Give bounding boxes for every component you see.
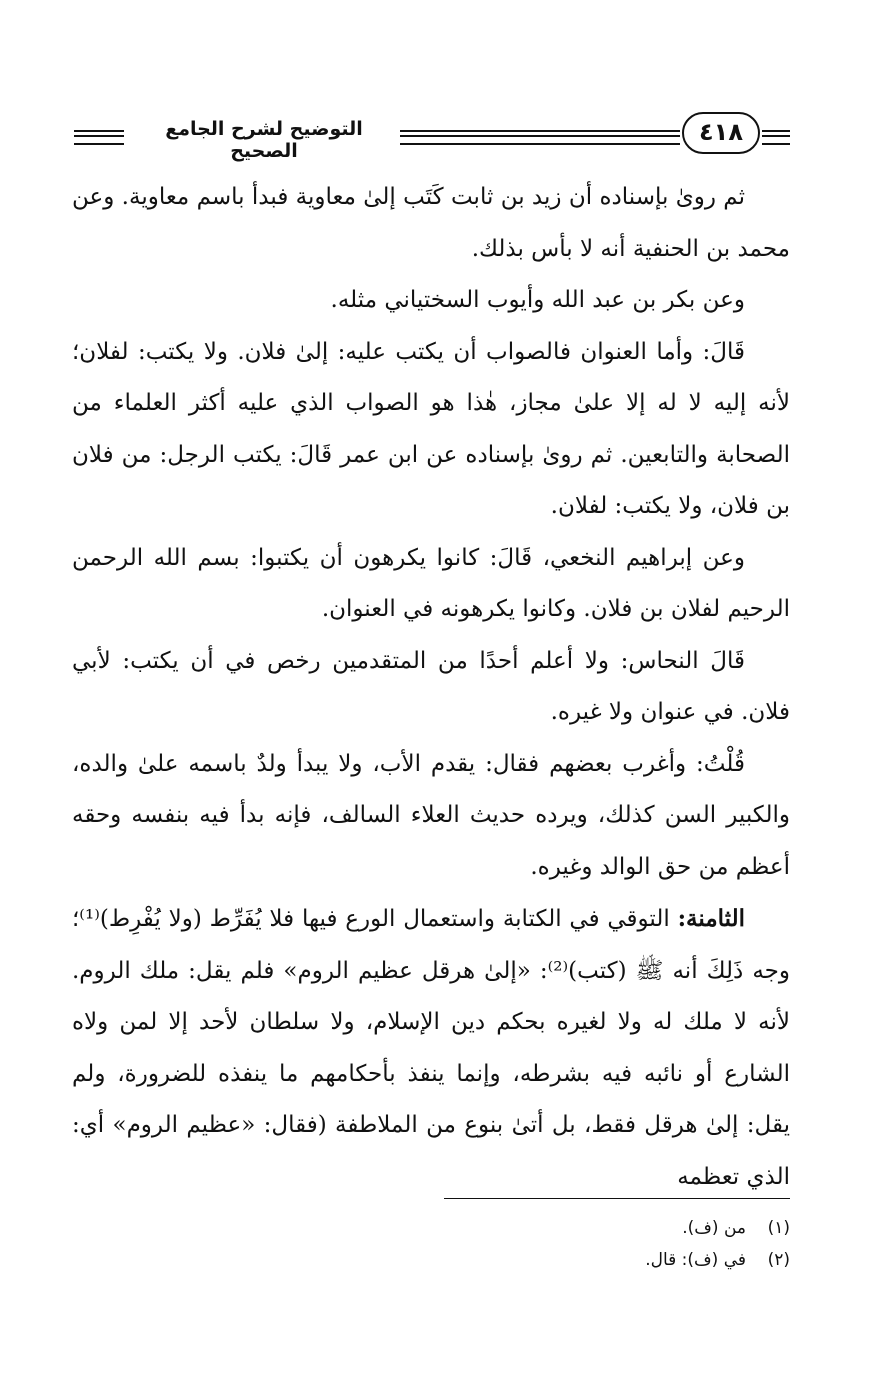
- footnote-text: من (ف).: [682, 1218, 746, 1238]
- page-number: ٤١٨: [682, 112, 760, 154]
- paragraph-text: وعن بكر بن عبد الله وأيوب السختياني مثله.: [330, 287, 745, 313]
- paragraph: [72, 739, 790, 894]
- main-text: [72, 172, 790, 1203]
- paragraph-text: قَالَ النحاس: ولا أعلم أحدًا من المتقدمين رخص في أن يكتب: لأبي فلان. في عنوان ولا غيره.: [72, 647, 790, 725]
- paragraph: [72, 533, 790, 636]
- section-heading: الثامنة:: [677, 905, 745, 932]
- paragraph: [72, 172, 790, 275]
- header-rule-middle: [400, 130, 680, 145]
- footnote-separator: [444, 1198, 790, 1199]
- paragraph: [72, 636, 790, 739]
- paragraph-text: التوقي في الكتابة واستعمال الورع فيها فلا يُفَرِّط (ولا يُفْرِط)⁽¹⁾؛ وجه ذَلِكَ أنه ﷺ (كتب)⁽²⁾: «إلیٰ هرقل عظيم الروم» فلم يقل: ملك الروم. لأنه لا ملك له ولا لغيره بحكم دين الإسلام، ولا سلطان لأحد إلا لمن ولاه الشارع أو نائبه فيه بشرطه، وإنما ينفذ بأحكامهم ما ينفذه للضرورة، ولم يقل: إلیٰ هرقل فقط، بل أتیٰ بنوع من الملاطفة (فقال: «عظيم الروم» أي: الذي تعظمه: [72, 906, 790, 1190]
- page-header: [70, 112, 790, 160]
- header-rule-left: [74, 130, 124, 145]
- footnote: [470, 1212, 790, 1244]
- header-rule-right: [762, 130, 790, 145]
- footnote: [470, 1244, 790, 1276]
- footnote-number: (٢): [767, 1250, 790, 1270]
- paragraph-text: قُلْتُ: وأغرب بعضهم فقال: يقدم الأب، ولا يبدأ ولدٌ باسمه علیٰ والده، والكبير السن كذلك، ويرده حديث العلاء السالف، فإنه بدأ فيه بنفسه وحقه أعظم من حق الوالد وغيره.: [72, 750, 790, 880]
- paragraph-text: ثم رویٰ بإسناده أن زید بن ثابت كَتَب إلیٰ معاویة فبدأ باسم معاویة. وعن محمد بن الحنفية أنه لا بأس بذلك.: [72, 184, 790, 262]
- paragraph: [72, 327, 790, 533]
- paragraph-text: وعن إبراهيم النخعي، قَالَ: كانوا يكرهون أن يكتبوا: بسم الله الرحمن الرحيم لفلان بن فلان. وكانوا يكرهونه في العنوان.: [72, 544, 790, 622]
- paragraph: [72, 893, 790, 1203]
- footnote-number: (١): [767, 1218, 790, 1238]
- footnotes: [470, 1212, 790, 1276]
- footnote-text: في (ف): قال.: [645, 1250, 746, 1270]
- running-title: التوضيح لشرح الجامع الصحيح: [165, 118, 363, 162]
- paragraph: [72, 275, 790, 327]
- paragraph-text: قَالَ: وأما العنوان فالصواب أن يكتب عليه: إلیٰ فلان. ولا يكتب: لفلان؛ لأنه إليه لا له إلا علیٰ مجاز، هٰذا هو الصواب الذي عليه أكثر العلماء من الصحابة والتابعين. ثم رویٰ بإسناده عن ابن عمر قَالَ: يكتب الرجل: من فلان بن فلان، ولا يكتب: لفلان.: [72, 338, 790, 519]
